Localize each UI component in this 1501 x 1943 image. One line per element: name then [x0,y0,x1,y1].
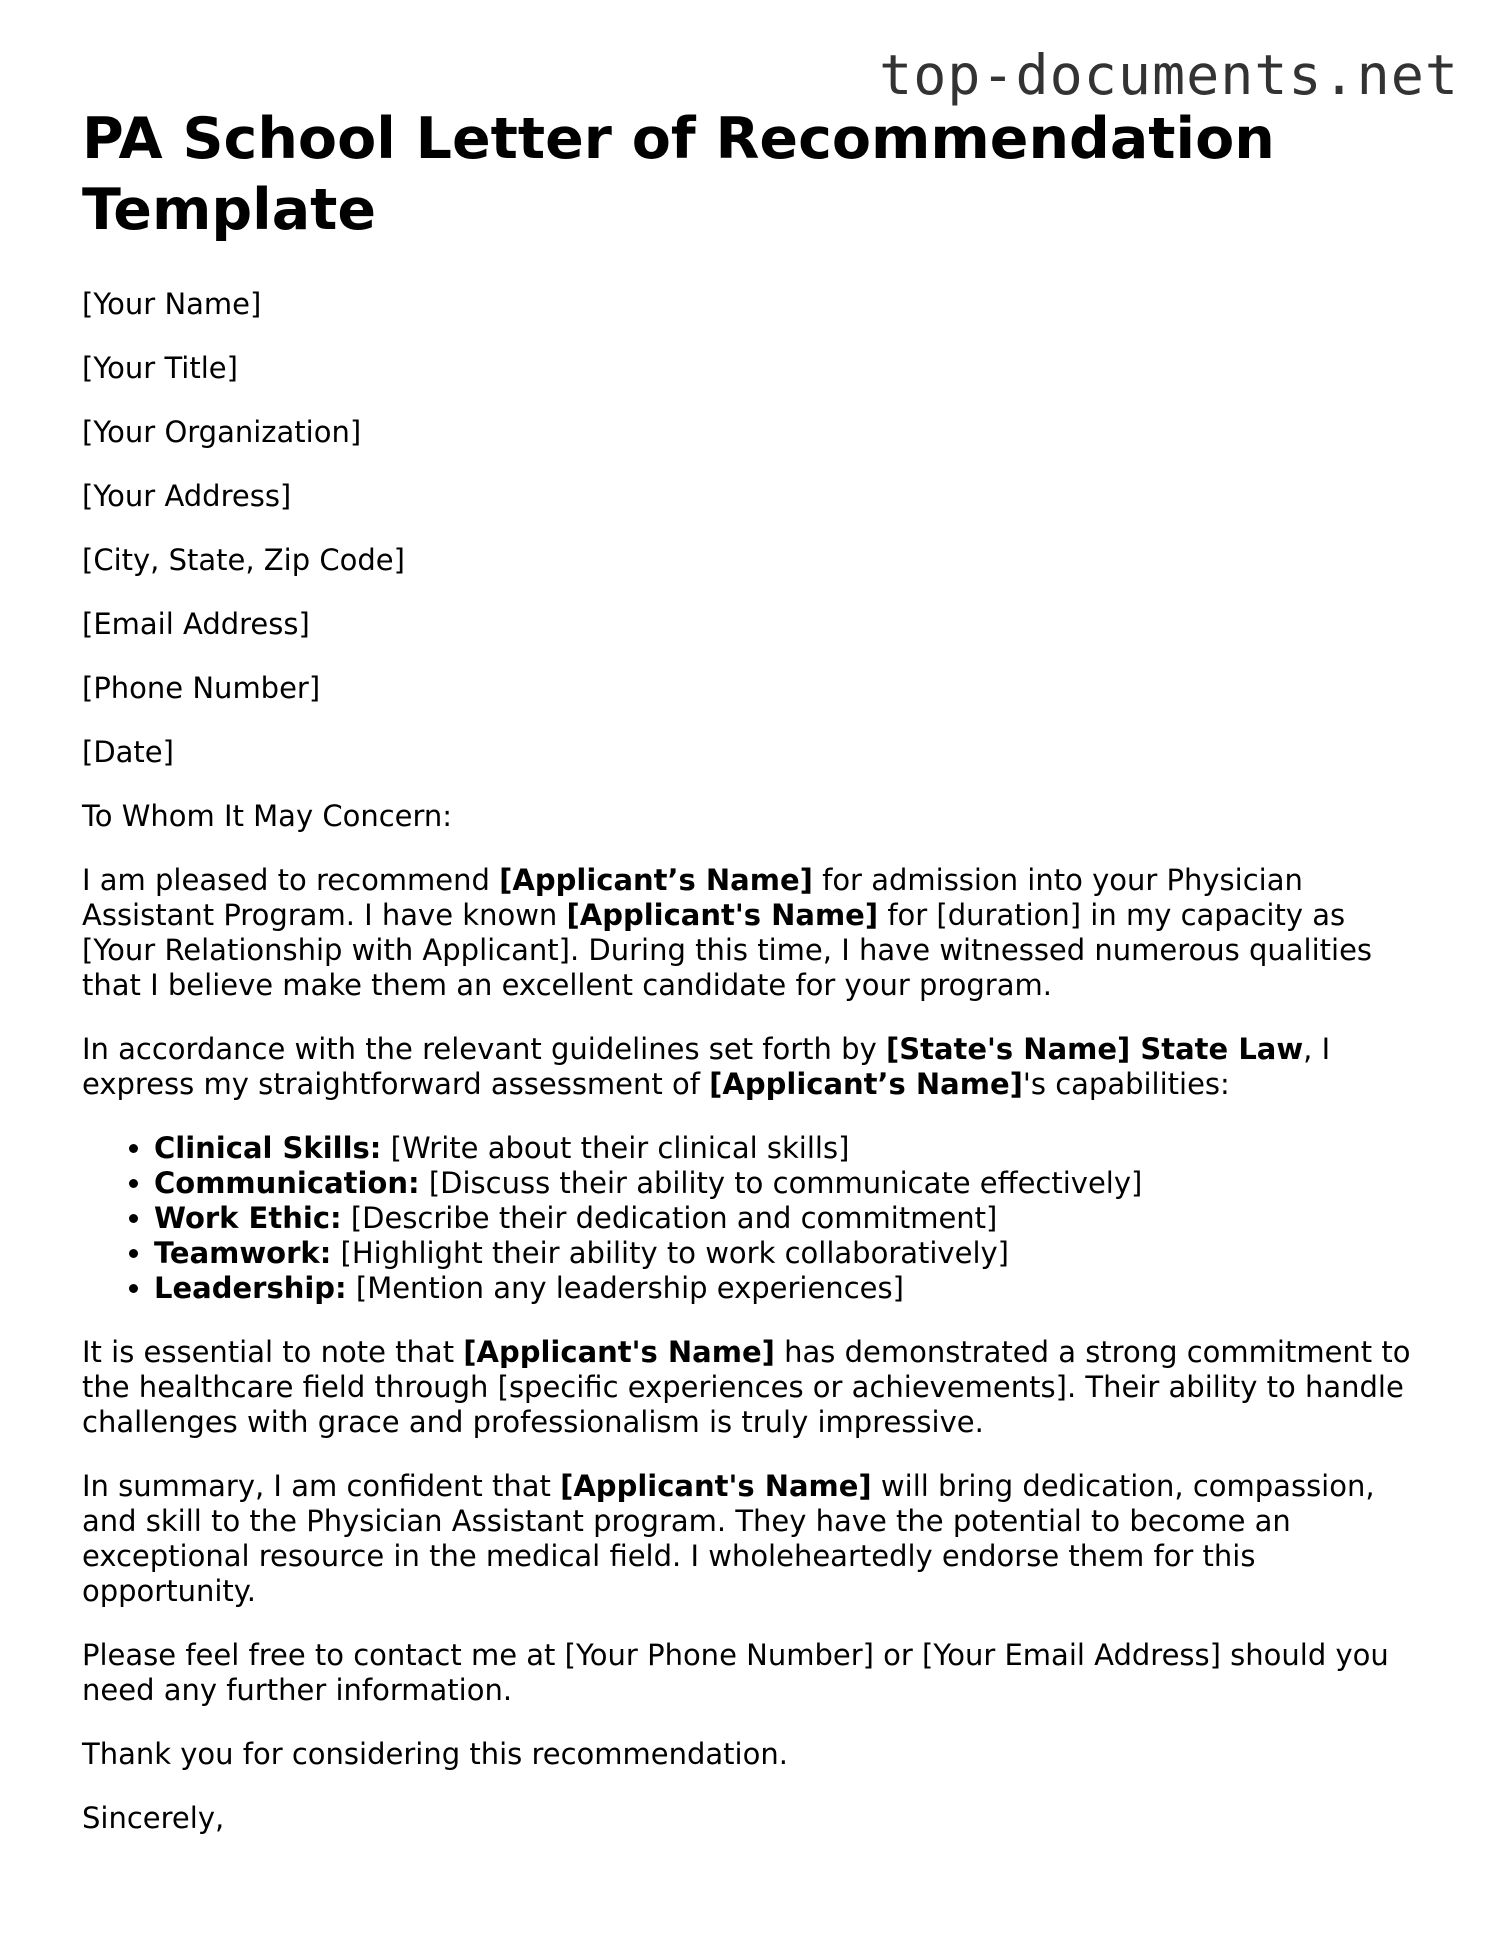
applicant-name-placeholder: [Applicant’s Name] [709,1067,1023,1101]
text-run: I am pleased to recommend [82,863,500,897]
list-item-work-ethic [154,1201,1422,1236]
closing: Sincerely, [82,1801,225,1835]
paragraph-contact: Please feel free to contact me at [Your Phone Number] or [Your Email Address] should you need any further information. [82,1638,1389,1707]
text-run: It is essential to note that [82,1335,464,1369]
salutation: To Whom It May Concern: [82,799,453,833]
text-run: In summary, I am confident that [82,1469,561,1503]
state-law-placeholder: [State's Name] State Law [885,1032,1304,1066]
text-run: will bring dedication, compassion, and skill to the Physician Assistant program. They have the potential to become an exceptional resource in the medical field. I wholeheartedly endorse them for this opportunity. [82,1469,1375,1608]
list-item-text: [Discuss their ability to communicate effectively] [419,1166,1143,1200]
header-line-title: [Your Title] [82,351,238,385]
header-line-organization: [Your Organization] [82,415,362,449]
list-item-text: [Write about their clinical skills] [381,1131,850,1165]
list-item-text: [Mention any leadership experiences] [346,1271,904,1305]
applicant-name-placeholder: [Applicant's Name] [560,1469,872,1503]
header-line-name: [Your Name] [82,287,262,321]
paragraph-introduction [82,863,1422,1003]
list-item-text: [Describe their dedication and commitment] [341,1201,998,1235]
list-item-communication [154,1166,1422,1201]
text-run: has demonstrated a strong commitment to the healthcare field through [specific experiences or achievements]. Their ability to handle challenges with grace and professionalism is truly impressive. [82,1335,1411,1439]
list-item-label: Leadership: [154,1271,347,1305]
header-line-address: [Your Address] [82,479,292,513]
text-run: In accordance with the relevant guidelines set forth by [82,1032,886,1066]
list-item-label: Work Ethic: [154,1201,342,1235]
list-item-text: [Highlight their ability to work collaboratively] [331,1236,1009,1270]
paragraph-summary [82,1469,1422,1609]
header-line-phone: [Phone Number] [82,671,321,705]
applicant-name-placeholder: [Applicant’s Name] [499,863,813,897]
list-item-clinical-skills [154,1131,1422,1166]
list-item-label: Communication: [154,1166,420,1200]
text-run: for [duration] in my capacity as [Your Relationship with Applicant]. During this time, I have witnessed numerous qualities that I believe make them an excellent candidate for your program. [82,898,1373,1002]
list-item-leadership [154,1271,1422,1306]
list-item-label: Clinical Skills: [154,1131,382,1165]
page-title: PA School Letter of Recommendation Template [82,106,1275,243]
text-run: for admission into your Physician Assistant Program. I have known [82,863,1303,932]
text-run: , I express my straightforward assessment of [82,1032,1331,1101]
paragraph-assessment [82,1032,1422,1102]
list-item-label: Teamwork: [154,1236,332,1270]
header-line-date: [Date] [82,735,174,769]
header-line-city-state-zip: [City, State, Zip Code] [82,543,405,577]
document-page [82,104,1422,1865]
applicant-name-placeholder: [Applicant's Name] [463,1335,775,1369]
watermark: top-documents.net [879,43,1459,107]
applicant-name-placeholder: [Applicant's Name] [566,898,879,932]
text-run: 's capabilities: [1022,1067,1230,1101]
paragraph-thanks: Thank you for considering this recommendation. [82,1737,788,1771]
list-item-teamwork [154,1236,1422,1271]
paragraph-commitment [82,1335,1422,1440]
capabilities-list [82,1131,1422,1306]
header-line-email: [Email Address] [82,607,310,641]
